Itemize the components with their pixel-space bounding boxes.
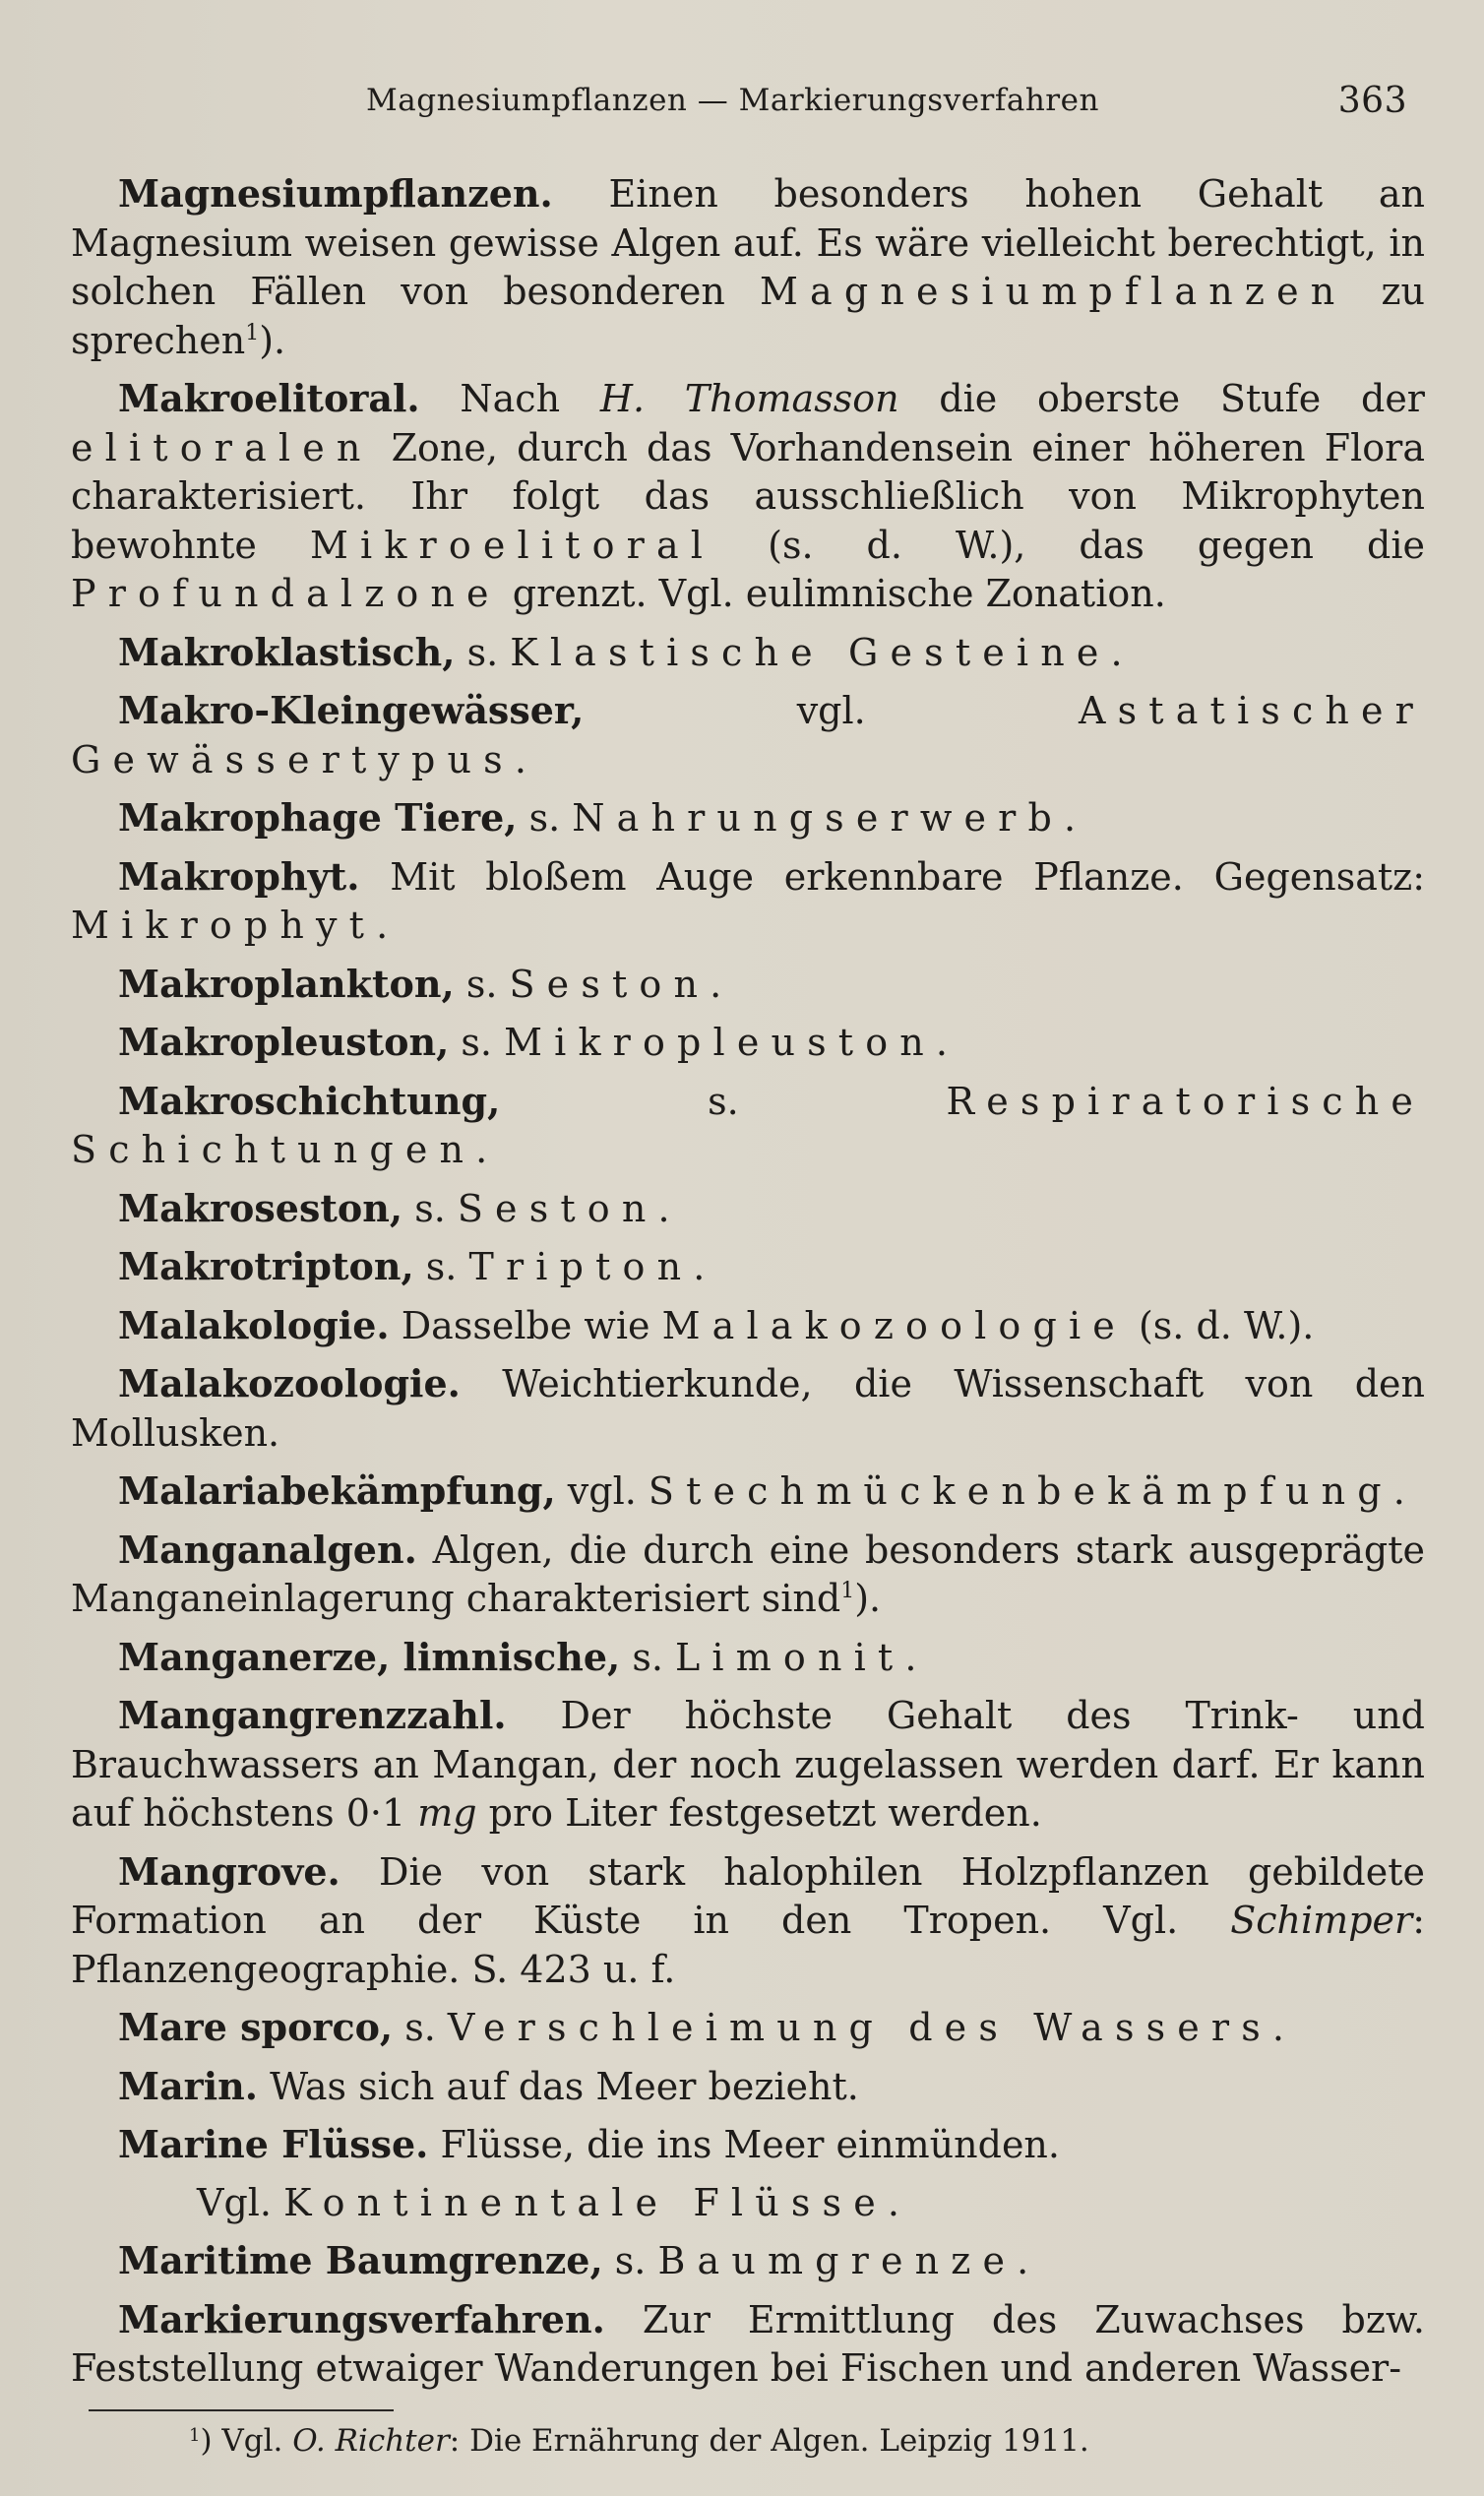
- entry-headword: Manganalgen.: [118, 1527, 417, 1572]
- entry-headword: Mangrove.: [118, 1848, 340, 1894]
- entry-spaced-reference: Seston: [457, 1186, 658, 1230]
- entry-text: s.: [517, 796, 573, 840]
- entry-italic-text: mg: [417, 1791, 477, 1835]
- entry-headword: Makroplankton,: [118, 961, 455, 1006]
- entry-headword: Makroklastisch,: [118, 629, 456, 674]
- entry-headword: Maritime Baumgrenze,: [118, 2238, 603, 2282]
- entry-text: (s. d. W.), das gegen die: [714, 523, 1425, 567]
- dictionary-entry: [71, 1466, 1425, 1517]
- entry-text: ).: [259, 318, 286, 362]
- entry-spaced-reference: elitoralen: [71, 425, 373, 469]
- entry-text: vgl.: [584, 689, 1080, 732]
- entry-text: .: [904, 1635, 917, 1679]
- dictionary-entry: [71, 2062, 1425, 2112]
- entry-headword: Makroseston,: [118, 1185, 403, 1230]
- entry-text: s.: [500, 1079, 947, 1123]
- dictionary-entry: [71, 960, 1425, 1010]
- entry-text: Was sich auf das Meer bezieht.: [258, 2064, 859, 2108]
- footnote-reference: 1: [245, 320, 260, 345]
- entry-text: s.: [413, 1245, 469, 1288]
- entry-headword: Malakozoologie.: [118, 1361, 461, 1405]
- entry-spaced-reference: Verschleimung des Wassers: [447, 2006, 1272, 2049]
- entry-spaced-reference: Astatischer Gewässertypus: [71, 689, 1425, 781]
- entry-text: Zone, durch das Vorhandensein einer höheren Flora charakterisiert. Ihr folgt das ausschließlich von Mikrophyten bewohnte: [71, 425, 1425, 567]
- dictionary-entry: [71, 1359, 1425, 1458]
- entry-headword: Magnesiumpflanzen.: [118, 171, 553, 216]
- entry-text: (s. d. W.).: [1126, 1303, 1315, 1347]
- entry-headword: Makropleuston,: [118, 1020, 450, 1064]
- entry-text: Der höchste Gehalt des Trink- und Brauchwassers an Mangan, der noch zugelassen werden darf. Er kann auf höchstens 0·1: [71, 1694, 1425, 1835]
- entry-text: .: [376, 904, 389, 947]
- entry-spaced-reference: Mikropleuston: [504, 1021, 936, 1064]
- entry-text: .: [693, 1245, 706, 1288]
- dictionary-entry: [71, 1018, 1425, 1068]
- dictionary-entry: [71, 2236, 1425, 2286]
- entry-spaced-reference: Mikroelitoral: [309, 523, 715, 567]
- entry-spaced-reference: Profundalzone: [71, 572, 501, 615]
- running-head-title: Magnesiumpflanzen — Markierungsverfahren: [366, 83, 1099, 118]
- footnote: [71, 2421, 1425, 2461]
- entry-spaced-reference: Nahrungserwerb: [572, 796, 1064, 840]
- entry-text: .: [710, 962, 722, 1006]
- entry-spaced-reference: Seston: [509, 962, 711, 1006]
- entry-headword: Makrotripton,: [118, 1244, 414, 1288]
- dictionary-entry: [71, 1691, 1425, 1839]
- entry-headword: Markierungsverfahren.: [118, 2296, 605, 2341]
- dictionary-entry: [71, 2003, 1425, 2053]
- dictionary-entry: [71, 1242, 1425, 1292]
- entry-text: zu sprechen: [71, 270, 1425, 362]
- entry-text: .: [657, 1186, 670, 1230]
- entry-headword: Manganerze, limnische,: [118, 1634, 621, 1679]
- entry-headword: Mare sporco,: [118, 2005, 394, 2049]
- entry-spaced-reference: Malakozoologie: [661, 1303, 1127, 1347]
- footnote-reference: 1: [840, 1579, 855, 1603]
- entry-text: Mit bloßem Auge erkennbare Pflanze. Gegensatz:: [359, 854, 1425, 899]
- dictionary-entry: [71, 1847, 1425, 1995]
- entry-text: : Pflanzengeographie. S. 423 u. f.: [71, 1899, 1425, 1991]
- entry-text: .: [1271, 2006, 1285, 2049]
- entry-text: s.: [393, 2006, 448, 2049]
- entry-text: .: [1110, 630, 1123, 674]
- footnote-rule: [89, 2409, 394, 2411]
- entry-text: pro Liter festgesetzt werden.: [476, 1791, 1042, 1835]
- dictionary-entry: [71, 686, 1425, 784]
- page-number: 363: [1337, 81, 1407, 121]
- entry-headword: Malariabekämpfung,: [118, 1468, 556, 1513]
- entry-headword: Marine Flüsse.: [118, 2122, 429, 2166]
- entry-spaced-reference: Tripton: [468, 1245, 694, 1288]
- entry-text: ).: [854, 1577, 882, 1620]
- entry-text: grenzt. Vgl. eulimnische Zonation.: [500, 572, 1166, 615]
- footnote-author: O. Richter: [292, 2422, 450, 2459]
- footnote-text-1: ) Vgl.: [200, 2422, 293, 2459]
- dictionary-entry: [71, 2295, 1425, 2394]
- entry-text: Die von stark halophilen Holzpflanzen gebildete Formation an der Küste in den Tropen. Vgl.: [71, 1849, 1425, 1942]
- footnote-marker: 1: [189, 2424, 201, 2446]
- entry-italic-text: Schimper: [1230, 1899, 1413, 1942]
- dictionary-entry: [71, 1633, 1425, 1683]
- entry-headword: Makroelitoral.: [118, 376, 420, 420]
- entry-spaced-reference: Mikrophyt: [71, 904, 377, 947]
- entry-spaced-reference: Magnesiumpflanzen: [759, 270, 1347, 313]
- entry-text: s.: [454, 962, 510, 1006]
- entry-text: .: [1063, 796, 1077, 840]
- entry-headword: Makro-Kleingewässer,: [118, 688, 585, 732]
- entry-headword: Makrophyt.: [118, 853, 360, 899]
- dictionary-entry: [71, 1077, 1425, 1175]
- entry-text: Flüsse, die ins Meer einmünden.: [428, 2123, 1060, 2166]
- entry-headword: Mangangrenzzahl.: [118, 1693, 507, 1737]
- dictionary-entry: [71, 2179, 1425, 2228]
- entry-text: s.: [602, 2239, 658, 2282]
- entry-text: s.: [455, 630, 511, 674]
- footnote-text-2: : Die Ernährung der Algen. Leipzig 1911.: [449, 2422, 1089, 2459]
- entry-text: .: [1392, 1469, 1405, 1513]
- entry-headword: Marin.: [118, 2063, 258, 2108]
- entry-text: Dasselbe wie: [389, 1303, 662, 1347]
- entry-text: s.: [620, 1635, 676, 1679]
- dictionary-entries: [71, 169, 1425, 2394]
- dictionary-entry: [71, 628, 1425, 678]
- entry-text: .: [887, 2180, 899, 2224]
- entry-text: s.: [402, 1186, 458, 1230]
- entry-text: vgl.: [555, 1469, 649, 1513]
- entry-text: Nach: [419, 377, 600, 420]
- entry-text: Vgl.: [197, 2180, 284, 2224]
- entry-spaced-reference: Kontinentale Flüsse: [283, 2180, 888, 2224]
- entry-spaced-reference: Stechmückenbekämpfung: [648, 1469, 1393, 1513]
- dictionary-entry: [71, 852, 1425, 951]
- dictionary-entry: [71, 1301, 1425, 1351]
- entry-spaced-reference: Limonit: [675, 1635, 905, 1679]
- entry-headword: Makrophage Tiere,: [118, 795, 518, 840]
- entry-text: .: [475, 1128, 488, 1171]
- running-head: [71, 77, 1425, 136]
- entry-text: Weichtierkunde, die Wissenschaft von den Mollusken.: [71, 1362, 1425, 1455]
- entry-text: .: [935, 1021, 948, 1064]
- dictionary-entry: [71, 1526, 1425, 1624]
- entry-text: die oberste Stufe der: [898, 377, 1425, 420]
- entry-text: Einen besonders hohen Gehalt an Magnesium weisen gewisse Algen auf. Es wäre vielleicht berechtigt, in solchen Fällen von besonderen: [71, 172, 1425, 313]
- entry-spaced-reference: Klastische Gesteine: [510, 630, 1111, 674]
- entry-text: Algen, die durch eine besonders stark ausgeprägte Manganeinlagerung charakterisiert sind: [71, 1528, 1425, 1620]
- entry-text: .: [1017, 2239, 1029, 2282]
- dictionary-entry: [71, 793, 1425, 843]
- entry-text: s.: [449, 1021, 505, 1064]
- dictionary-entry: [71, 374, 1425, 619]
- entry-text: .: [514, 737, 526, 781]
- entry-text: Zur Ermittlung des Zuwachses bzw. Feststellung etwaiger Wanderungen bei Fischen und anderen Wasser-: [71, 2297, 1425, 2390]
- entry-spaced-reference: Baumgrenze: [657, 2239, 1018, 2282]
- dictionary-entry: [71, 2120, 1425, 2170]
- entry-headword: Malakologie.: [118, 1302, 390, 1347]
- dictionary-entry: [71, 169, 1425, 365]
- entry-spaced-reference: Respiratorische Schichtungen: [71, 1079, 1425, 1171]
- entry-headword: Makroschichtung,: [118, 1078, 501, 1123]
- entry-italic-text: H. Thomasson: [599, 377, 899, 420]
- dictionary-entry: [71, 1184, 1425, 1234]
